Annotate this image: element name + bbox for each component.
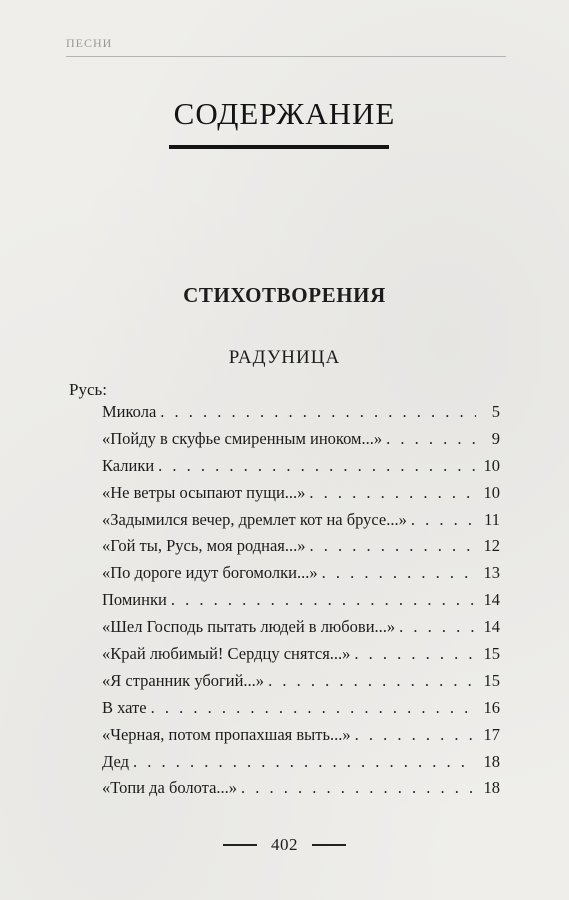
toc-entry-page: 16 — [483, 697, 500, 717]
toc-entry-title: «Я странник убогий...» — [102, 670, 265, 690]
toc-entry-title: «Топи да болота...» — [102, 778, 238, 798]
toc-entry — [102, 749, 500, 776]
toc-entry — [102, 641, 500, 668]
page-footer — [0, 833, 569, 857]
table-of-contents — [102, 399, 500, 802]
toc-entry-page: 10 — [483, 482, 500, 502]
toc-entry — [102, 426, 500, 453]
heading-underline — [169, 145, 389, 149]
toc-entry-page: 5 — [491, 402, 500, 421]
dot-leader — [151, 695, 476, 722]
toc-entry-title: «Пойду в скуфье смиренным иноком...» — [102, 428, 383, 448]
toc-entry-page: 10 — [483, 455, 500, 475]
toc-entry-title: «Задымился вечер, дремлет кот на брусе...» — [102, 509, 407, 529]
toc-entry — [102, 399, 500, 426]
dot-leader — [399, 614, 476, 641]
dot-leader — [309, 480, 476, 507]
toc-entry-title: «Черная, потом пропахшая выть...» — [102, 724, 351, 744]
toc-entry-page: 11 — [484, 509, 500, 529]
dot-leader — [268, 668, 476, 695]
group-label: Русь: — [69, 380, 107, 399]
dot-leader — [354, 641, 476, 668]
toc-entry — [102, 668, 500, 695]
toc-entry — [102, 614, 500, 641]
footer-dash-right — [312, 844, 346, 846]
toc-entry-title: «Гой ты, Русь, моя родная...» — [102, 536, 306, 556]
toc-entry-title: «Край любимый! Сердцу снятся...» — [102, 644, 351, 664]
section-title: СТИХОТВОРЕНИЯ — [183, 283, 386, 307]
subsection-title: РАДУНИЦА — [228, 347, 341, 368]
toc-entry — [102, 587, 500, 614]
toc-entry-title: Поминки — [102, 590, 167, 610]
toc-entry-title: Микола — [102, 402, 157, 421]
toc-entry-page: 9 — [491, 428, 500, 448]
toc-entry — [102, 695, 500, 722]
toc-entry-title: В хате — [102, 697, 147, 717]
running-head — [66, 34, 506, 57]
toc-entry-page: 15 — [483, 644, 500, 664]
toc-entry-page: 18 — [483, 751, 500, 771]
dot-leader — [241, 775, 476, 802]
toc-entry-page: 17 — [483, 724, 500, 744]
toc-entry-page: 15 — [483, 670, 500, 690]
toc-entry-page: 14 — [483, 590, 500, 610]
page-number: 402 — [271, 835, 298, 854]
toc-entry — [102, 533, 500, 560]
dot-leader — [158, 453, 476, 480]
dot-leader — [160, 399, 476, 426]
dot-leader — [355, 722, 476, 749]
contents-heading: СОДЕРЖАНИЕ — [173, 96, 396, 131]
toc-entry-page: 12 — [483, 536, 500, 556]
footer-dash-left — [223, 844, 257, 846]
toc-entry-title: Дед — [102, 751, 129, 771]
dot-leader — [133, 749, 476, 776]
running-head-text: ПЕСНИ — [66, 36, 113, 50]
toc-entry — [102, 480, 500, 507]
toc-entry-title: «Шел Господь пытать людей в любови...» — [102, 617, 396, 637]
toc-entry-title: «По дороге идут богомолки...» — [102, 563, 318, 583]
dot-leader — [171, 587, 476, 614]
toc-entry — [102, 560, 500, 587]
toc-entry-title: «Не ветры осыпают пущи...» — [102, 482, 306, 502]
dot-leader — [322, 560, 476, 587]
dot-leader — [411, 507, 476, 534]
toc-entry-title: Калики — [102, 455, 155, 475]
dot-leader — [310, 533, 477, 560]
dot-leader — [386, 426, 476, 453]
toc-entry — [102, 453, 500, 480]
toc-entry-page: 18 — [483, 778, 500, 798]
toc-entry — [102, 507, 500, 534]
toc-entry — [102, 722, 500, 749]
toc-entry — [102, 775, 500, 802]
toc-entry-page: 13 — [483, 563, 500, 583]
toc-entry-page: 14 — [483, 617, 500, 637]
